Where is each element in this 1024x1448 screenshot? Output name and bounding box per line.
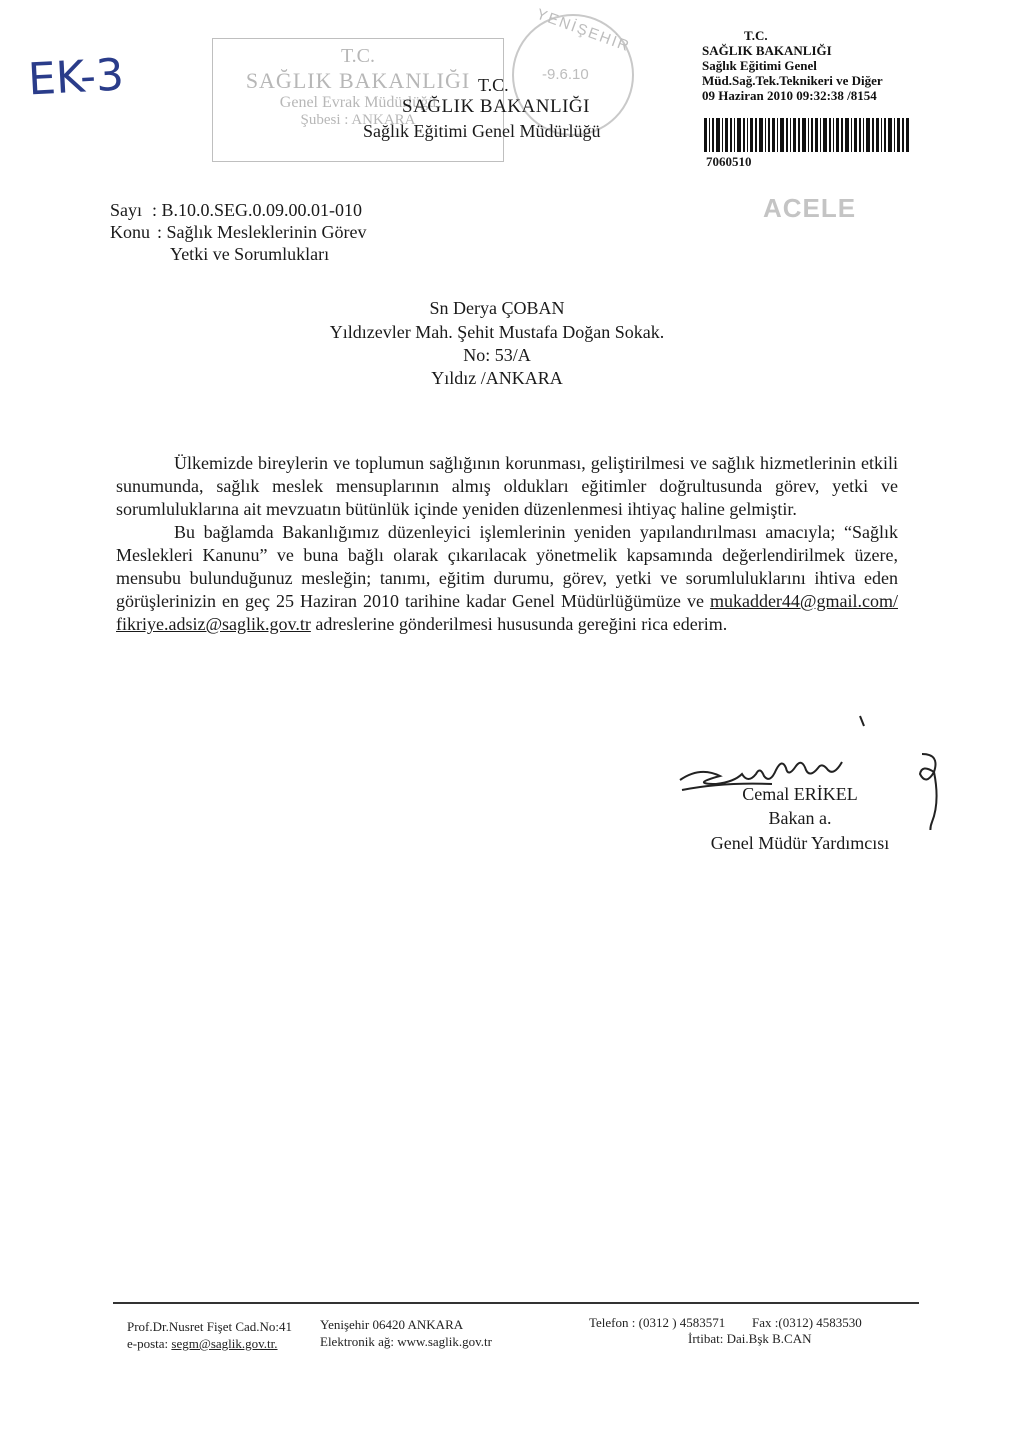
registry-dept: Sağlık Eğitimi Genel <box>702 58 817 73</box>
footer-city: Yenişehir 06420 ANKARA <box>320 1317 464 1332</box>
registry-datetime: 09 Haziran 2010 09:32:38 /8154 <box>702 88 877 103</box>
header-tc: T.C. <box>478 75 509 95</box>
footer-email-label: e-posta: <box>127 1336 169 1351</box>
footer-contact: İrtibat: Dai.Bşk B.CAN <box>688 1331 812 1346</box>
header-department: Sağlık Eğitimi Genel Müdürlüğü <box>363 121 601 141</box>
header-ministry: SAĞLIK BAKANLIĞI <box>402 96 590 117</box>
stamp-line: Şubesi : ANKARA <box>300 112 416 128</box>
recipient-city: Yıldız /ANKARA <box>431 368 563 388</box>
body-paragraph-2-end: adreslerine gönderilmesi hususunda gereğini rica ederim. <box>315 614 728 634</box>
email-link-1[interactable]: mukadder44@gmail.com/ <box>709 591 898 611</box>
registry-tc: T.C. <box>744 28 768 43</box>
stamp-line: SAĞLIK BAKANLIĞI <box>245 68 471 93</box>
body-paragraph-1: Ülkemizde bireylerin ve toplumun sağlığının korunması, geliştirilmesi ve sağlık hizmetlerinin etkili sunumunda, sağlık meslek mensuplarının almış oldukları eğitimler doğrultusunda görev, yetki ve sorumluluklarına ait mevzuatın bütünlük içinde yeniden düzenlenmesi ihtiyaç haline gelmiştir. <box>116 453 898 519</box>
signatory-name: Cemal ERİKEL <box>742 784 858 804</box>
recipient-no: No: 53/A <box>463 345 531 365</box>
footer-email[interactable]: segm@saglik.gov.tr. <box>171 1336 278 1351</box>
registry-ministry: SAĞLIK BAKANLIĞI <box>702 43 832 58</box>
signatory-title-2: Genel Müdür Yardımcısı <box>710 833 890 853</box>
signatory-title-1: Bakan a. <box>768 808 832 828</box>
footer-email-row <box>127 1335 278 1352</box>
email-link-2[interactable]: fikriye.adsiz@saglik.gov.tr <box>116 614 311 634</box>
recipient-street: Yıldızevler Mah. Şehit Mustafa Doğan Sokak. <box>329 322 665 342</box>
konu-label: Konu <box>110 222 150 242</box>
urgent-stamp: ACELE <box>763 193 857 223</box>
footer-divider <box>113 1302 919 1304</box>
registry-stamp <box>702 28 883 103</box>
sayi-value: : B.10.0.SEG.0.09.00.01-010 <box>152 200 363 220</box>
reference-block <box>110 199 366 265</box>
handwritten-annotation: EK-3 <box>26 49 126 106</box>
recipient-name: Sn Derya ÇOBAN <box>429 298 565 318</box>
konu-value-cont: Yetki ve Sorumlukları <box>170 244 330 264</box>
barcode <box>704 118 950 152</box>
registry-number: 7060510 <box>706 154 752 169</box>
footer-phone: Telefon : (0312 ) 4583571 <box>589 1315 726 1330</box>
footer-web: Elektronik ağ: www.saglik.gov.tr <box>320 1334 492 1349</box>
footer-fax: Fax :(0312) 4583530 <box>752 1315 862 1330</box>
konu-value: : Sağlık Mesleklerinin Görev <box>157 222 367 242</box>
postmark-date: -9.6.10 <box>542 66 589 83</box>
footer-address: Prof.Dr.Nusret Fişet Cad.No:41 <box>127 1319 293 1334</box>
body-paragraph-2 <box>116 521 898 636</box>
stamp-line: Genel Evrak Müdürlüğü <box>279 94 437 111</box>
body-paragraph-2-text: Bu bağlamda Bakanlığımız düzenleyici işlemlerinin yeniden yapılandırılması amacıyla; “Sağlık Meslekleri Kanunu” ve buna bağlı olarak çıkarılacak yönetmelik kapsamında değerlendirilmek üzere, mensubu bulunduğunuz mesleğin; tanımı, eğitim durumu, görev, yetki ve sorumluluklarını ihtiva eden görüşlerinizin en geç 25 Haziran 2010 tarihine kadar Genel Müdürlüğümüze ve <box>116 522 898 611</box>
letter-body <box>116 452 898 636</box>
postmark-city: YENİŞEHİR <box>534 5 633 56</box>
stamp-line: T.C. <box>340 45 376 67</box>
sayi-label: Sayı <box>110 200 143 220</box>
registry-unit: Müd.Sağ.Tek.Teknikeri ve Diğer <box>702 73 883 88</box>
